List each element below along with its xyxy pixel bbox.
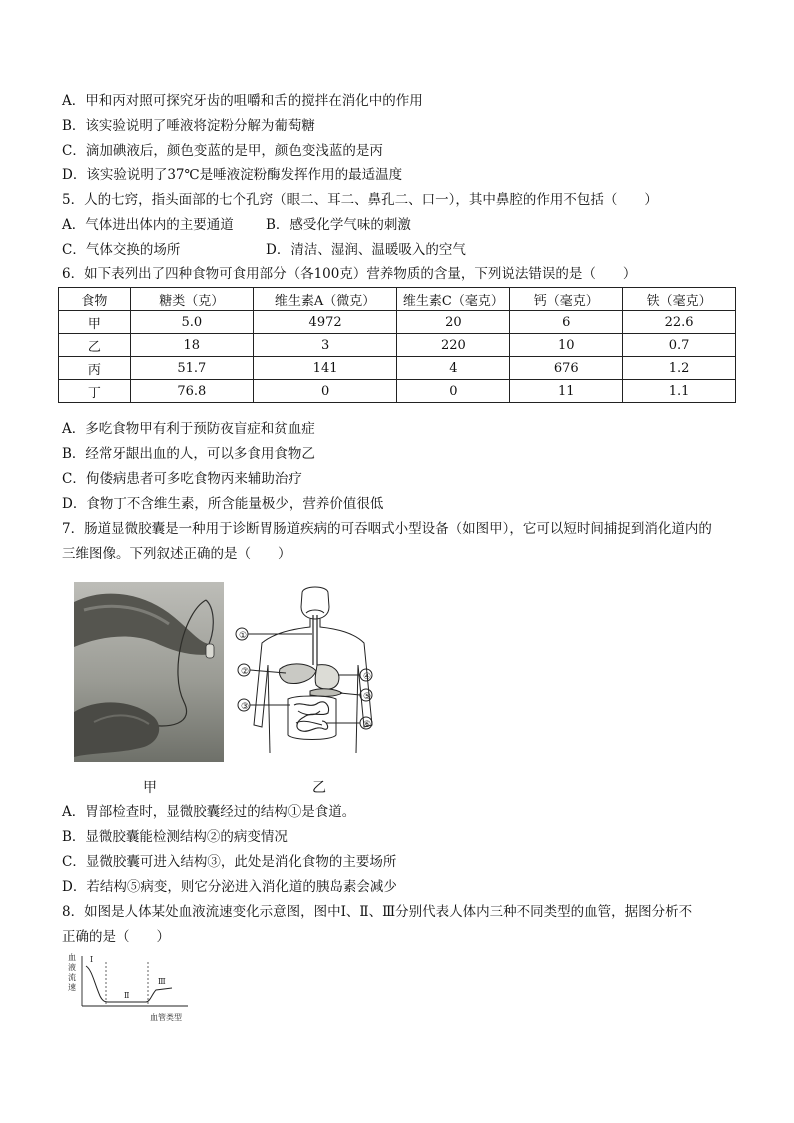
q7-stem-line1: 7．肠道显微胶囊是一种用于诊断胃肠道疾病的可吞咽式小型设备（如图甲），它可以短时间捕捉到消化道内的	[62, 521, 712, 537]
figure-caption-yi: 乙	[312, 780, 326, 796]
table-cell: 676	[510, 357, 623, 380]
blood-flow-chart	[68, 952, 198, 1027]
table-cell: 丁	[59, 380, 131, 403]
table-cell: 51.7	[130, 357, 253, 380]
table-cell: 1.1	[623, 380, 736, 403]
q6-option-c: C．佝偻病患者可多吃食物丙来辅助治疗	[62, 471, 302, 487]
q5-option-c: C．气体交换的场所	[62, 242, 181, 258]
table-cell: 10	[510, 334, 623, 357]
table-cell: 0.7	[623, 334, 736, 357]
table-header: 维生素A（微克）	[253, 288, 397, 311]
table-header: 铁（毫克）	[623, 288, 736, 311]
label-1: ①	[239, 631, 248, 641]
label-6: ⑥	[363, 720, 372, 730]
table-cell: 141	[253, 357, 397, 380]
ylabel-char: 速	[68, 983, 76, 992]
table-cell: 丙	[59, 357, 131, 380]
table-header: 糖类（克）	[130, 288, 253, 311]
table-cell: 20	[397, 311, 510, 334]
table-cell: 76.8	[130, 380, 253, 403]
label-2: ②	[241, 667, 250, 677]
table-row	[59, 357, 736, 380]
q6-stem: 6．如下表列出了四种食物可食用部分（各100克）营养物质的含量，下列说法错误的是（ ）	[62, 266, 637, 282]
figure-caption-jia: 甲	[143, 780, 157, 796]
table-cell: 1.2	[623, 357, 736, 380]
ylabel-char: 血	[68, 953, 76, 962]
ylabel-char: 流	[68, 973, 76, 982]
table-header: 食物	[59, 288, 131, 311]
q6-option-d: D．食物丁不含维生素，所含能量极少，营养价值很低	[62, 496, 384, 512]
label-3: ③	[241, 702, 250, 712]
table-row	[59, 311, 736, 334]
ylabel-char: 液	[68, 963, 76, 972]
capsule-photo	[74, 582, 224, 762]
table-cell: 11	[510, 380, 623, 403]
q4-option-c: C．滴加碘液后，颜色变蓝的是甲，颜色变浅蓝的是丙	[62, 143, 383, 159]
table-cell: 5.0	[130, 311, 253, 334]
table-cell: 0	[397, 380, 510, 403]
label-4: ④	[363, 672, 372, 682]
q5-option-b: B．感受化学气味的刺激	[266, 217, 411, 233]
q7-option-a: A．胃部检查时，显微胶囊经过的结构①是食道。	[62, 804, 356, 820]
xlabel: 血管类型	[150, 1013, 182, 1022]
digestive-system-diagram	[232, 585, 382, 760]
q4-option-d: D．该实验说明了37℃是唾液淀粉酶发挥作用的最适温度	[62, 167, 403, 183]
table-cell: 0	[253, 380, 397, 403]
q7-stem-line2: 三维图像。下列叙述正确的是（ ）	[62, 546, 292, 562]
table-cell: 220	[397, 334, 510, 357]
table-header: 维生素C（毫克）	[397, 288, 510, 311]
table-header-row	[59, 288, 736, 311]
q5-stem: 5．人的七窍，指头面部的七个孔窍（眼二、耳二、鼻孔二、口一），其中鼻腔的作用不包括（ ）	[62, 192, 658, 208]
q8-stem-line1: 8．如图是人体某处血液流速变化示意图，图中Ⅰ、Ⅱ、Ⅲ分别代表人体内三种不同类型的血管，据图分析不	[62, 904, 693, 920]
table-header: 钙（毫克）	[510, 288, 623, 311]
q4-option-b: B．该实验说明了唾液将淀粉分解为葡萄糖	[62, 118, 315, 134]
q7-option-b: B．显微胶囊能检测结构②的病变情况	[62, 829, 288, 845]
table-cell: 甲	[59, 311, 131, 334]
table-cell: 6	[510, 311, 623, 334]
table-row	[59, 380, 736, 403]
table-cell: 乙	[59, 334, 131, 357]
q6-option-b: B．经常牙龈出血的人，可以多食用食物乙	[62, 446, 315, 462]
q8-stem-line2: 正确的是（ ）	[62, 929, 170, 945]
table-cell: 3	[253, 334, 397, 357]
table-row	[59, 334, 736, 357]
q5-option-a: A．气体进出体内的主要通道	[62, 217, 234, 233]
q5-option-d: D．清洁、湿润、温暖吸入的空气	[266, 242, 466, 258]
q7-option-d: D．若结构⑤病变，则它分泌进入消化道的胰岛素会减少	[62, 879, 397, 895]
label-5: ⑤	[363, 692, 372, 702]
segment-label-2: Ⅱ	[124, 991, 130, 1000]
table-cell: 22.6	[623, 311, 736, 334]
q7-option-c: C．显微胶囊可进入结构③，此处是消化食物的主要场所	[62, 854, 397, 870]
table-cell: 18	[130, 334, 253, 357]
q4-option-a: A．甲和丙对照可探究牙齿的咀嚼和舌的搅拌在消化中的作用	[62, 93, 423, 109]
table-cell: 4972	[253, 311, 397, 334]
q6-option-a: A．多吃食物甲有利于预防夜盲症和贫血症	[62, 421, 315, 437]
table-cell: 4	[397, 357, 510, 380]
nutrition-table	[58, 287, 736, 403]
segment-label-3: Ⅲ	[158, 977, 166, 986]
segment-label-1: Ⅰ	[90, 955, 94, 964]
